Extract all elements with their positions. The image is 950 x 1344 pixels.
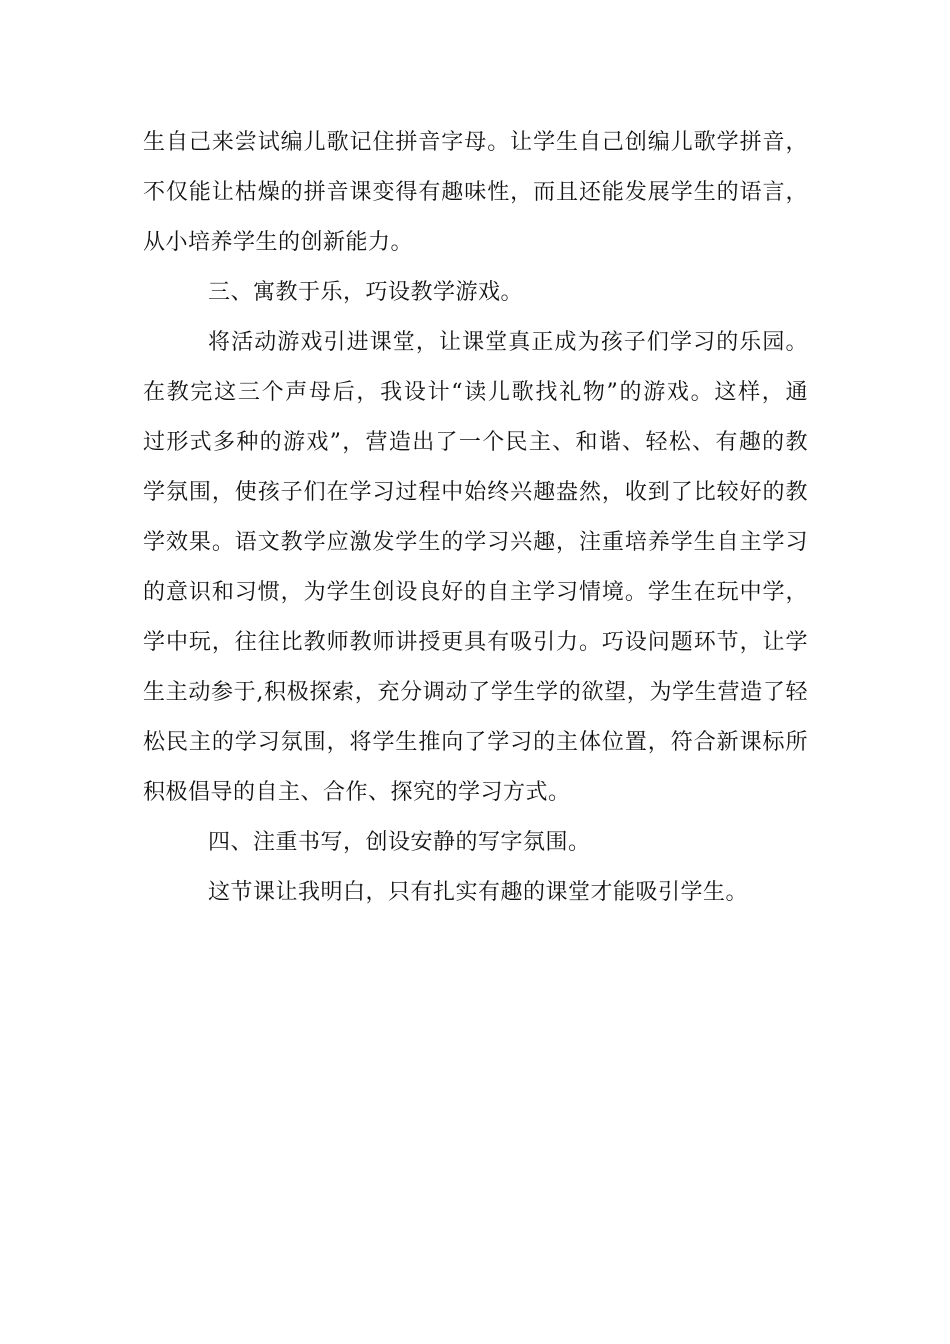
- paragraph-line: 生自己来尝试编儿歌记住拼音字母。让学生自己创编儿歌学拼音，: [143, 130, 808, 155]
- paragraph-line: 生主动参于,积极探索，充分调动了学生学的欲望，为学生营造了轻: [143, 680, 808, 705]
- paragraph-line: 这节课让我明白，只有扎实有趣的课堂才能吸引学生。: [208, 880, 749, 905]
- paragraph-line: 学中玩，往往比教师教师讲授更具有吸引力。巧设问题环节，让学: [143, 630, 808, 655]
- paragraph-line: 积极倡导的自主、合作、探究的学习方式。: [143, 780, 571, 805]
- paragraph-line: 将活动游戏引进课堂，让课堂真正成为孩子们学习的乐园。: [208, 330, 808, 355]
- paragraph-line: 学效果。语文教学应激发学生的学习兴趣，注重培养学生自主学习: [143, 530, 808, 555]
- paragraph-line: 从小培养学生的创新能力。: [143, 230, 414, 255]
- section-heading-3: 三、寓教于乐，巧设教学游戏。: [208, 280, 524, 305]
- paragraph-line: 学氛围，使孩子们在学习过程中始终兴趣盎然，收到了比较好的教: [143, 480, 808, 505]
- paragraph-line: 松民主的学习氛围，将学生推向了学习的主体位置，符合新课标所: [143, 730, 808, 755]
- paragraph-line: 过形式多种的游戏”，营造出了一个民主、和谐、轻松、有趣的教: [143, 430, 808, 455]
- paragraph-line: 的意识和习惯，为学生创设良好的自主学习情境。学生在玩中学，: [143, 580, 808, 605]
- paragraph-line: 不仅能让枯燥的拼音课变得有趣味性，而且还能发展学生的语言，: [143, 180, 808, 205]
- section-heading-4: 四、注重书写，创设安静的写字氛围。: [208, 830, 591, 855]
- paragraph-line: 在教完这三个声母后，我设计“读儿歌找礼物”的游戏。这样，通: [143, 380, 808, 405]
